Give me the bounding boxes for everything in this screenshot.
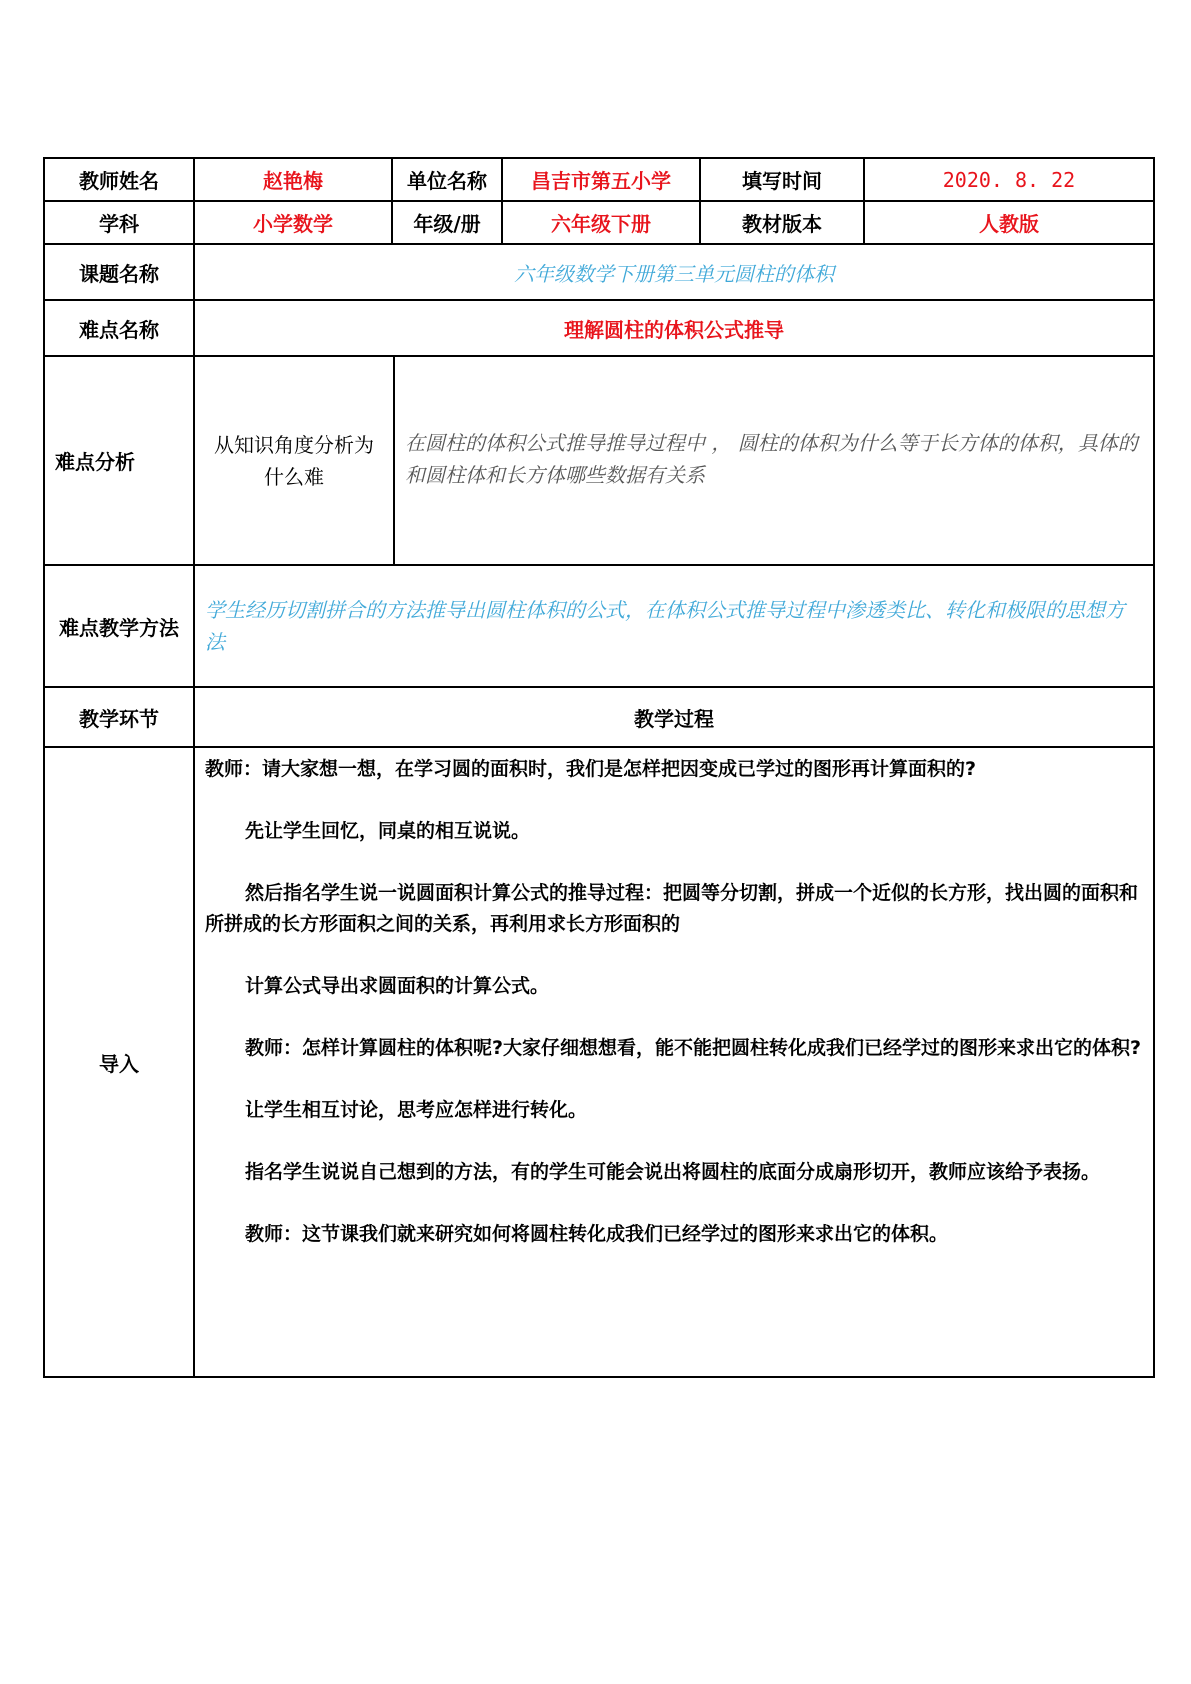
intro-label: 导入 bbox=[44, 747, 194, 1377]
topic-label: 课题名称 bbox=[44, 244, 194, 300]
process-label: 教学过程 bbox=[194, 687, 1154, 747]
intro-paragraph: 指名学生说说自己想到的方法，有的学生可能会说出将圆柱的底面分成扇形切开，教师应该给予表扬。 bbox=[245, 1161, 1101, 1183]
edition-label: 教材版本 bbox=[700, 201, 864, 244]
difficulty-value: 理解圆柱的体积公式推导 bbox=[194, 300, 1154, 356]
unit-name-value: 昌吉市第五小学 bbox=[502, 158, 700, 201]
intro-paragraph: 计算公式导出求圆面积的计算公式。 bbox=[245, 975, 550, 997]
row-teacher-info bbox=[44, 158, 1154, 201]
unit-name-label: 单位名称 bbox=[392, 158, 502, 201]
analysis-label: 难点分析 bbox=[44, 356, 194, 565]
analysis-cell bbox=[194, 356, 1154, 565]
intro-paragraph: 然后指名学生说一说圆面积计算公式的推导过程：把圆等分切割，拼成一个近似的长方形，找出圆的面积和所拼成的长方形面积之间的关系，再利用求长方形面积的 bbox=[205, 882, 1139, 935]
row-method bbox=[44, 565, 1154, 687]
row-analysis bbox=[44, 356, 1154, 565]
lesson-plan-sheet bbox=[43, 157, 1153, 1378]
row-topic bbox=[44, 244, 1154, 300]
teacher-name-label: 教师姓名 bbox=[44, 158, 194, 201]
edition-value: 人教版 bbox=[864, 201, 1154, 244]
intro-paragraph: 教师：请大家想一想，在学习圆的面积时，我们是怎样把因变成已学过的图形再计算面积的? bbox=[205, 758, 977, 780]
fill-date-value: 2020. 8. 22 bbox=[864, 158, 1154, 201]
intro-content bbox=[194, 747, 1154, 1377]
fill-date-label: 填写时间 bbox=[700, 158, 864, 201]
topic-value: 六年级数学下册第三单元圆柱的体积 bbox=[194, 244, 1154, 300]
intro-paragraph: 让学生相互讨论，思考应怎样进行转化。 bbox=[245, 1099, 588, 1121]
method-label: 难点教学方法 bbox=[44, 565, 194, 687]
method-text: 学生经历切割拼合的方法推导出圆柱体积的公式，在体积公式推导过程中渗透类比、转化和极限的思想方法 bbox=[194, 565, 1154, 687]
row-intro bbox=[44, 747, 1154, 1377]
intro-paragraph: 教师：这节课我们就来研究如何将圆柱转化成我们已经学过的图形来求出它的体积。 bbox=[245, 1223, 949, 1245]
subject-value: 小学数学 bbox=[194, 201, 392, 244]
process-stage-label: 教学环节 bbox=[44, 687, 194, 747]
grade-label: 年级/册 bbox=[392, 201, 502, 244]
row-difficulty bbox=[44, 300, 1154, 356]
intro-paragraph: 教师：怎样计算圆柱的体积呢?大家仔细想想看，能不能把圆柱转化成我们已经学过的图形来求出它的体积? bbox=[245, 1037, 1142, 1059]
difficulty-label: 难点名称 bbox=[44, 300, 194, 356]
grade-value: 六年级下册 bbox=[502, 201, 700, 244]
subject-label: 学科 bbox=[44, 201, 194, 244]
analysis-sub-label: 从知识角度分析为什么难 bbox=[195, 357, 395, 564]
analysis-text: 在圆柱的体积公式推导推导过程中 ， 圆柱的体积为什么等于长方体的体积，具体的和圆柱体和长方体哪些数据有关系 bbox=[405, 431, 1138, 487]
lesson-plan-table bbox=[43, 157, 1155, 1378]
intro-paragraph: 先让学生回忆，同桌的相互说说。 bbox=[245, 820, 531, 842]
row-subject-info bbox=[44, 201, 1154, 244]
row-process-header bbox=[44, 687, 1154, 747]
teacher-name-value: 赵艳梅 bbox=[194, 158, 392, 201]
